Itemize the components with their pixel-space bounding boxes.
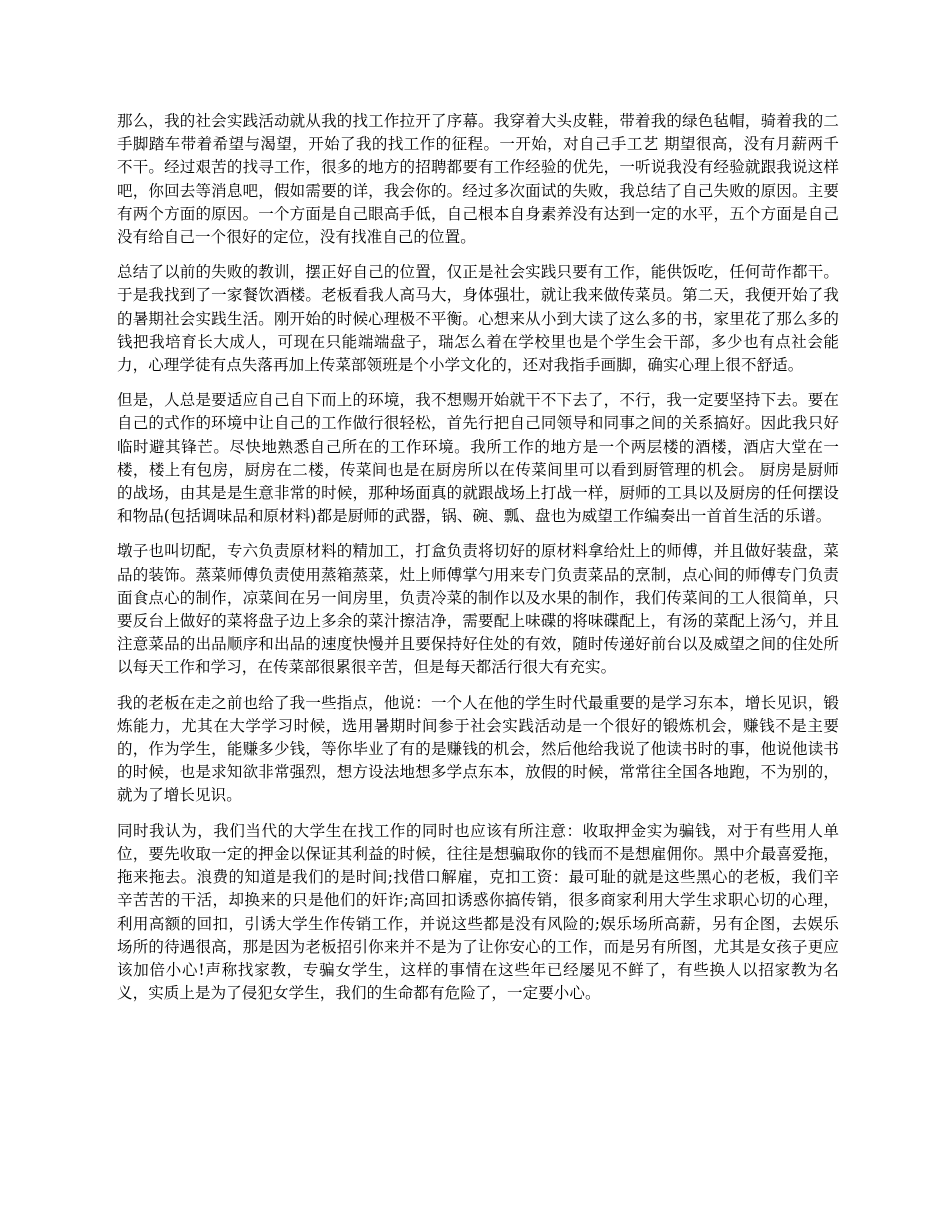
document-body (117, 110, 839, 1017)
paragraph-restaurant-job: 总结了以前的失败的教训，摆正好自己的位置，仅正是社会实践只要有工作，能供饭吃，任何苛作都干。于是我找到了一家餐饮酒楼。老板看我人高马大，身体强壮，就让我来做传菜员。第二天，我便开始了我的暑期社会实践生活。刚开始的时候心理极不平衡。心想来从小到大读了这么多的书，家里花了那么多的钱把我培育长大成人，可现在只能端端盘子，瑞怎么着在学校里也是个学生会干部，多少也有点社会能力，心理学徒有点失落再加上传菜部领班是个小学文化的，还对我指手画脚，确实心理上很不舒适。 (117, 263, 839, 375)
paragraph-job-search: 那么，我的社会实践活动就从我的找工作拉开了序幕。我穿着大头皮鞋，带着我的绿色毡帽，骑着我的二手脚踏车带着希望与渴望，开始了我的找工作的征程。一开始，对自己手工艺 期望很高，没有月薪两千不干。经过艰苦的找寻工作，很多的地方的招聘都要有工作经验的优先，一听说我没有经验就跟我说这样吧，你回去等消息吧，假如需要的详，我会你的。经过多次面试的失败，我总结了自己失败的原因。主要有两个方面的原因。一个方面是自己眼高手低，自己根本自身素养没有达到一定的水平，五个方面是自己没有给自己一个很好的定位，没有找准自己的位置。 (117, 112, 839, 247)
paragraph-kitchen-roles: 墩子也叫切配，专六负责原材料的精加工，打盒负责将切好的原材料拿给灶上的师傅，并且做好装盘，菜品的装饰。蒸菜师傅负责使用蒸箱蒸菜，灶上师傅掌勺用来专门负责菜品的烹制，点心间的师傅专门负责面食点心的制作，凉菜间在另一间房里，负责冷菜的制作以及水果的制作，我们传菜间的工人很简单，只要反台上做好的菜将盘子边上多余的菜汁擦洁净，需要配上味碟的将味碟配上，有汤的菜配上汤勺，并且注意菜品的出品顺序和出品的速度快慢并且要保持好住处的有效，随时传递好前台以及威望之间的住处所以每天工作和学习，在传菜部很累很辛苦，但是每天都活行很大有充实。 (117, 542, 839, 677)
paragraph-warnings: 同时我认为，我们当代的大学生在找工作的同时也应该有所注意：收取押金实为骗钱，对于有些用人单位，要先收取一定的押金以保证其利益的时候，往往是想骗取你的钱而不是想雇佣你。黑中介最喜爱拖，拖来拖去。浪费的知道是我们的是时间;找借口解雇，克扣工资：最可耻的就是这些黑心的老板，我们辛辛苦苦的干活，却换来的只是他们的奸诈;高回扣诱惑你搞传销，很多商家利用大学生求职心切的心理，利用高额的回扣，引诱大学生作传销工作，并说这些都是没有风险的;娱乐场所高薪，另有企图，去娱乐场所的待遇很高，那是因为老板招引你来并不是为了让你安心的工作，而是另有所图，尤其是女孩子更应该加倍小心!声称找家教，专骗女学生，这样的事情在这些年已经屡见不鲜了，有些换人以招家教为名义，实质上是为了侵犯女学生，我们的生命都有危险了，一定要小心。 (117, 821, 839, 1003)
paragraph-work-environment: 但是，人总是要适应自己自下而上的环境，我不想赐开始就干不下去了，不行，我一定要坚持下去。要在自己的式作的环境中让自己的工作做行很轻松，首先行把自己同领导和同事之间的关系搞好。因此我只好临时避其锋芒。尽快地熟悉自己所在的工作环境。我所工作的地方是一个两层楼的酒楼，酒店大堂在一楼，楼上有包房，厨房在二楼，传菜间也是在厨房所以在传菜间里可以看到厨管理的机会。 厨房是厨师的战场，由其是是生意非常的时候，那种场面真的就跟战场上打战一样，厨师的工具以及厨房的任何摆设和物品(包括调味品和原材料)都是厨师的武器，锅、碗、瓢、盘也为威望工作编奏出一首首生活的乐谱。 (117, 391, 839, 526)
paragraph-boss-advice: 我的老板在走之前也给了我一些指点，他说：一个人在他的学生时代最重要的是学习东本，增长见识，锻炼能力，尤其在大学学习时候，选用暑期时间参于社会实践活动是一个很好的锻炼机会，赚钱不是主要的，作为学生，能赚多少钱，等你毕业了有的是赚钱的机会，然后他给我说了他读书时的事，他说他读书的时候，也是求知欲非常强烈，想方设法地想多学点东本，放假的时候，常常往全国各地跑，不为别的，就为了增长见识。 (117, 693, 839, 805)
